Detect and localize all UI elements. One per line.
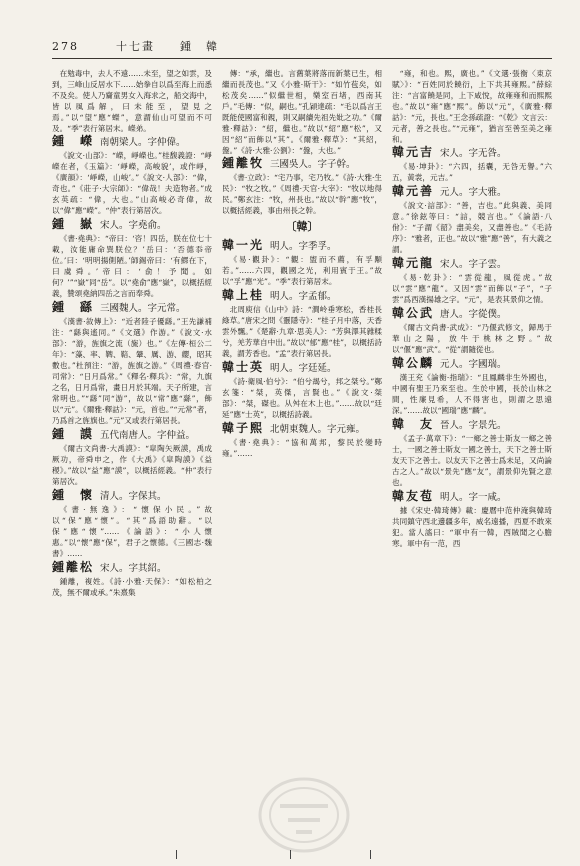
- entry-body: 《書·立政》：“宅乃事，宅乃牧。”《詩·大雅·生民》：“牧之牧。”《周禮·天官·大宰》：“牧以地得民。”鄭玄注：“牧，州長也。”故以“幹”應“牧”，以概括經義，事由州長之幹。: [222, 173, 382, 215]
- dictionary-entry: [222, 288, 382, 359]
- entry-body: 《易·乾卦》：“雲從龍，風從虎。”故以“雲”應“龍”。又因“雲”而飾以“子”，“子雲”爲西漢揚雄之字。“元”，是表其景仰之情。: [392, 273, 552, 304]
- entry-description: 宋人。字子雲。: [440, 259, 507, 270]
- continuation-text: 傳：“承，繼也。言舊葉將落而新葉已生，相繼而長茂也。”又《小雅·斯干》：“如竹苞矣，如松茂矣……”似繼世相，樂室百堵，西南其戶。”毛傳：“似，嗣也。”孔穎達疏：“毛以爲言王既能使國富和親，則又嗣續先祖先妣之功。”《爾雅·釋詁》：“紹，繼也。”故以“紹”應“松”，又因“紹”而飾以“其”。《爾雅·釋草》：“其紹，盤。”《詩·大雅·公劉》：“盤，大也。”: [222, 69, 382, 155]
- page-number: 278: [52, 40, 79, 53]
- entry-heading: [52, 300, 212, 316]
- entry-body: 據《宋史·韓琦傳》載：慶曆中范仲淹與韓琦共同鎮守西北邊疆多年，威名遠播，西夏不敢來犯。當人謠曰：“軍中有一韓，西賊聞之心膽寒。軍中有一范，西: [392, 506, 552, 548]
- entry-description: 北朝東魏人。字元雍。: [270, 424, 366, 435]
- entry-name: 韓元善: [392, 184, 435, 198]
- entry-name: 韓士英: [222, 360, 265, 374]
- entry-body: 《書·無逸》：“懷保小民。”故以“保”應“懷”。“其”爲語助辭。“以保”應“懷”……《論語》：“小人懷惠。”以“懷”應“保”，君子之懷德。《三國志·魏書》……: [52, 505, 212, 558]
- dictionary-entry: [222, 360, 382, 420]
- entry-description: 宋人。字无咎。: [440, 148, 507, 159]
- entry-body: 北周庾信《山中》詩：“澗岭垂寒松，香桂長綠草。”唐宋之問《靈隱寺》：“桂子月中落，天香雲外飄。”《楚辭·九章·思美人》：“芳與澤其雜糅兮，羌芳華自中出。”故以“郁”應“桂”，以概括詩義，謂芳香也。“孟”表行第居長。: [222, 305, 382, 358]
- column-2: [222, 68, 382, 848]
- entry-body: 《說文·誩部》：“善，吉也。”此與義、美同意。”徐鉉等曰：“誩，競言也。”《論語·八佾》：“子謂《韶》盡美矣，又盡善也。”《毛詩序》：“雅者，正也。”故以“雅”應“善”，有大義之謂。: [392, 201, 552, 254]
- entry-name: 鍾離牧: [222, 156, 265, 170]
- entry-body: 《孟子·萬章下》：“一鄉之善士斯友一鄉之善士，一國之善士斯友一國之善士，天下之善士斯友天下之善士。以友天下之善士爲未足，又尚論古之人。”故以“景先”應“友”，謂景仰先賢之意也。: [392, 434, 552, 487]
- column-3: [392, 68, 552, 848]
- entry-description: 明人。字孟郁。: [270, 291, 337, 302]
- section-label: 鍾 韓: [180, 40, 219, 53]
- entry-name: 鍾 謨: [52, 427, 95, 441]
- entry-name: 韓公麟: [392, 356, 435, 370]
- section-heading: 〔韓〕: [285, 220, 319, 233]
- page-header: [52, 40, 552, 54]
- entry-heading: [222, 238, 382, 254]
- dictionary-entry: [392, 145, 552, 183]
- entry-description: 元人。字大雅。: [440, 187, 507, 198]
- entry-heading: [392, 145, 552, 161]
- entry-description: 宋人。字堯俞。: [100, 220, 167, 231]
- entry-heading: [222, 360, 382, 376]
- entry-name: 韓 友: [392, 417, 435, 431]
- entry-name: 韓友苞: [392, 489, 435, 503]
- header-rule: [52, 58, 552, 59]
- entry-name: 韓元龍: [392, 256, 435, 270]
- entry-heading: [392, 417, 552, 433]
- dictionary-entry: [52, 560, 212, 598]
- entry-name: 韓元吉: [392, 145, 435, 159]
- entry-heading: [222, 156, 382, 172]
- entry-description: 晉人。字景先。: [440, 420, 507, 431]
- entry-body: 《漢書·敘傳上》：“近者陸子優繇。”王先謙補注：“繇與遙同。”《文選》作游。”《說文·水部》：“游，旌旗之流（旒）也。”《左傳·桓公二年》：“藻、率、鞞、鞛、鞶、厲、游、纓，昭其數也。”杜預注：“游，旌旗之游。”《周禮·春官·司常》：“日月爲常。”《釋名·釋兵》：“常，九旗之名，日月爲常，畫日月於其端。天子所建，言常明也。”“繇”同“游”，故以“常”應“繇”，飾以“元”。《爾雅·釋詁》：“元，首也。”“元常”者，乃爲首之旌旗也。”元”又或表行第居長。: [52, 317, 212, 425]
- dictionary-entry: [52, 134, 212, 216]
- entry-heading: [52, 488, 212, 504]
- entry-heading: [52, 217, 212, 233]
- dictionary-entry: [392, 356, 552, 416]
- dictionary-entry: [222, 156, 382, 216]
- entry-description: 明人。字一咸。: [440, 492, 507, 503]
- entry-description: 三國吳人。字子幹。: [270, 159, 356, 170]
- library-stamp-watermark: [258, 776, 350, 854]
- entry-description: 三國魏人。字元常。: [100, 303, 186, 314]
- entry-name: 鍾 懷: [52, 488, 95, 502]
- entry-description: 南朝梁人。字仲偉。: [100, 137, 186, 148]
- dictionary-entry: [222, 238, 382, 287]
- column-1: [52, 68, 212, 848]
- dictionary-entry: [52, 488, 212, 559]
- entry-body: 《說文·山部》：“嶸，崢嶸也。”桂馥義證：“崢嶸在者，《玉篇》：‘崢嶸，高峻貌’，或作崢，《廣韻》：‘崢嶸，山峻’。”《說文·人部》：“偉，奇也。”《莊子·大宗師》：“偉哉！夫造物者。”成玄英疏：“偉，大也。”山高峻必奇偉，故以“偉”應“嶸”。“仲”表行第居次。: [52, 151, 212, 215]
- entry-name: 韓一光: [222, 238, 265, 252]
- entry-name: 鍾 嶽: [52, 217, 95, 231]
- entry-name: 鍾 繇: [52, 300, 95, 314]
- entry-body: 《易·坤卦》：“六四，括囊，无咎无譽。”六五，黃裳，元吉。”: [392, 162, 552, 182]
- entry-body: 《書·堯典》：“協和萬邦，黎民於變時雍。”……: [222, 438, 382, 458]
- entry-heading: [52, 560, 212, 576]
- entry-heading: [222, 288, 382, 304]
- entry-name: 鍾離松: [52, 560, 95, 574]
- chapter-label: 十七畫: [116, 40, 155, 53]
- dictionary-entry: [52, 427, 212, 487]
- entry-body: 《爾古文尚書·武成》：“乃偃武修文，歸馬于華山之陽，放牛于桃林之野。”故以“偃”應“武”。“從”謂隨從也。: [392, 323, 552, 354]
- entry-heading: [52, 427, 212, 443]
- entry-heading: [392, 489, 552, 505]
- entry-name: 韓子熙: [222, 421, 265, 435]
- entry-name: 韓上桂: [222, 288, 265, 302]
- entry-body: 漢王充《論衡·指瑞》：“且鳳麟非生外國也，中國有聖王乃來至也。生於中國，長於山林之間，性廉見希，人不得害也，則謂之思遠深。”……故以“國瑞”應“麟”。: [392, 373, 552, 415]
- entry-body: 《書·堯典》：“帝曰：‘咨！四岳，朕在位七十載，汝能庸命巽朕位？’岳曰：‘否德忝帝位。’曰：‘明明揚側陋。’師錫帝曰：‘有鰥在下，曰虞舜。’帝曰：‘俞！予聞。如何？’”“嶽”同“岳”。以“堯俞”應“嶽”，以概括經義，贊頌堯納四岳之言而奉舜。: [52, 234, 212, 298]
- entry-description: 唐人。字從僕。: [440, 309, 507, 320]
- entry-description: 明人。字季孚。: [270, 241, 337, 252]
- entry-name: 韓公武: [392, 306, 435, 320]
- continuation-text: “雍，和也。熙，廣也。”《文選·張衡〈東京賦〉》：“百姓同於饒衍，上下共其雍熙。”薛綜注：“言富饒是同，上下咸悅，故雍雍和而熙熙也。”故以“雍”應“熙”。飾以“元”，《廣雅·釋詁》：“元，長也。”王念孫疏證：“《乾》文言云：元者，善之長也。”“元雍”，猶言至善至美之雍和。: [392, 69, 552, 144]
- dictionary-entry: [392, 417, 552, 488]
- text-columns: [52, 68, 552, 848]
- dictionary-entry: [52, 217, 212, 299]
- entry-heading: [392, 256, 552, 272]
- entry-body: 《易·觀卦》：“觀：盥而不薦，有孚顒若。”……六四，觀國之光，利用賓于王。”故以“孚”應“光”。“季”表行第居末。: [222, 255, 382, 286]
- entry-description: 五代南唐人。字仲益。: [100, 430, 196, 441]
- dictionary-entry: [392, 184, 552, 255]
- dictionary-entry: [392, 256, 552, 305]
- entry-description: 元人。字國瑞。: [440, 359, 507, 370]
- entry-heading: [392, 356, 552, 372]
- entry-body: 鍾離，複姓。《詩·小雅·天保》：“如松柏之茂，無不爾或承。”朱熹集: [52, 577, 212, 597]
- entry-heading: [222, 421, 382, 437]
- entry-body: 《詩·衛風·伯兮》：“伯兮朅兮，邦之桀兮。”鄭玄箋：“桀，英傑，言賢也。”《說文·桀部》：“桀，磔也。从舛在木上也。”……故以“廷延”應“士英”，以概括詩義。: [222, 377, 382, 419]
- entry-body: 《爾古文尚書·大禹謨》：“皐陶矢厥謨，禹成厥功，帝舜申之，作《大禹》《皐陶謨》《益稷》。”故以“益”應“謨”，以概括經義。“仲”表行第居次。: [52, 444, 212, 486]
- scan-footer-marks: [0, 850, 580, 862]
- entry-heading: [392, 184, 552, 200]
- entry-description: 明人。字廷延。: [270, 363, 337, 374]
- dictionary-entry: [392, 306, 552, 355]
- entry-description: 宋人。字其紹。: [100, 563, 167, 574]
- continuation-text: 在勉毒中，去人不遠……未至，望之如雲，及到，三峰山反居水下……始拳自以爲至海上而悉不及矣。使人乃齎童男女入海求之，船交海中，皆以風爲解，曰未能至，望見之焉。”以“望”應“蠑”，意謂仙山可望而不可及。“季”表行第居末。嶸弟。: [52, 69, 212, 133]
- entry-heading: [392, 306, 552, 322]
- entry-heading: [52, 134, 212, 150]
- dictionary-entry: [392, 489, 552, 549]
- dictionary-entry: [222, 421, 382, 459]
- dictionary-entry: [52, 300, 212, 426]
- entry-name: 鍾 嶸: [52, 134, 95, 148]
- entry-description: 清人。字保其。: [100, 491, 167, 502]
